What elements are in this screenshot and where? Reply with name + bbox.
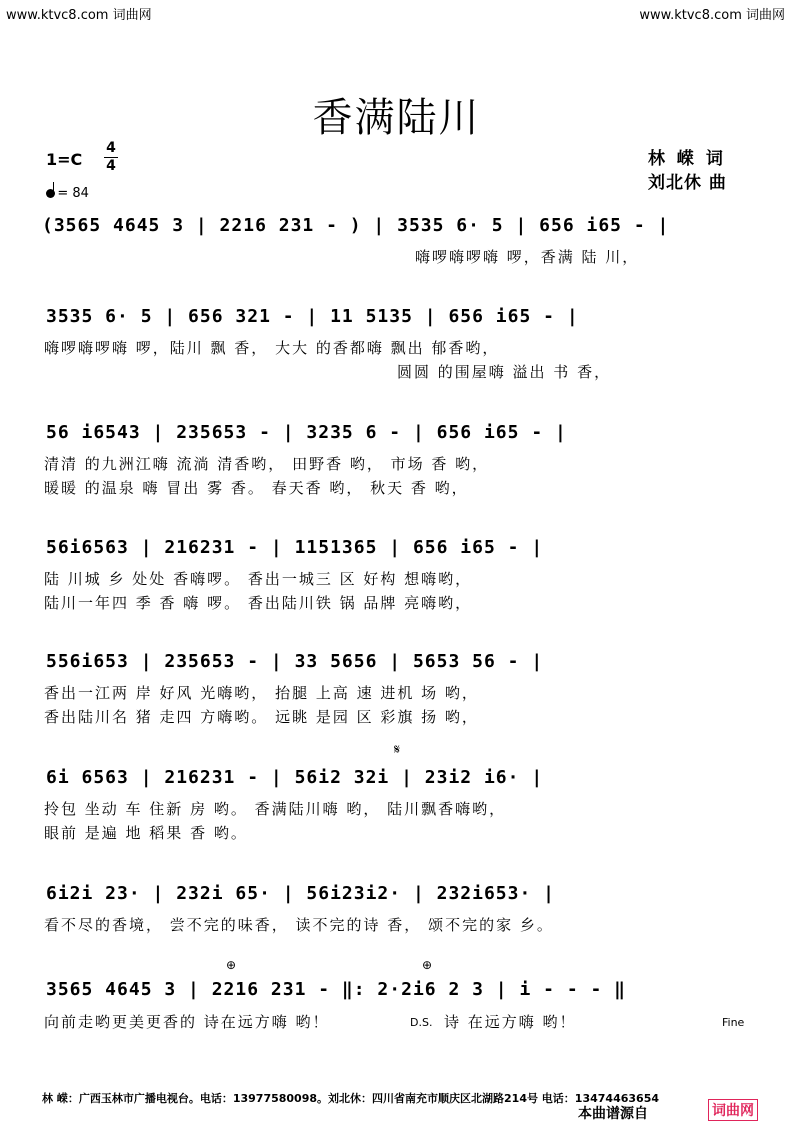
lyric-line-5a: 香出一江两 岸 好风 光嗨哟， 抬腿 上高 速 进机 场 哟， bbox=[44, 684, 479, 702]
lyric-line-7a: 看不尽的香境， 尝不完的味香， 读不完的诗 香， 颂不完的家 乡。 bbox=[44, 916, 554, 934]
song-title: 香满陆川 bbox=[312, 95, 481, 141]
tempo-value: = 84 bbox=[57, 186, 89, 201]
ds-marking: D.S. bbox=[410, 1016, 433, 1029]
notation-line-6: 6i 6563 | 216231 - | 56i2 32i | 23i2 i6· | bbox=[46, 767, 544, 788]
lyric-line-3b: 暖暖 的温泉 嗨 冒出 雾 香。 春天香 哟， 秋天 香 哟， bbox=[44, 479, 469, 497]
notation-line-2: 3535 6· 5 | 656 321 - | 11 5135 | 656 i65 - | bbox=[46, 306, 579, 327]
contact-footer: 林 嵘：广西玉林市广播电视台。电话：13977580098。刘北休：四川省南充市顺庆区北湖路214号 电话：13474463654 bbox=[42, 1092, 660, 1105]
key-signature: 1=C bbox=[46, 150, 83, 169]
lyric-line-6a: 拎包 坐动 车 住新 房 哟。 香满陆川嗨 哟， 陆川飘香嗨哟， bbox=[44, 800, 507, 818]
lyric-line-8a: 向前走哟更美更香的 诗在远方嗨 哟！ bbox=[44, 1013, 330, 1031]
watermark-right: www.ktvc8.com 词曲网 bbox=[639, 8, 785, 23]
segno-sign: 𝄋 bbox=[394, 742, 401, 758]
notation-line-4: 56i6563 | 216231 - | 1151365 | 656 i65 - | bbox=[46, 537, 544, 558]
watermark-left: www.ktvc8.com 词曲网 bbox=[6, 8, 152, 23]
lyricist-credit: 林 嵘 词 bbox=[648, 149, 726, 169]
notation-line-5: 556i653 | 235653 - | 33 5656 | 5653 56 - | bbox=[46, 651, 544, 672]
lyric-line-1a: 嗨啰嗨啰嗨 啰，香满 陆 川， bbox=[415, 248, 640, 266]
lyric-line-5b: 香出陆川名 猪 走四 方嗨哟。 远眺 是园 区 彩旗 扬 哟， bbox=[44, 708, 479, 726]
lyric-line-4b: 陆川一年四 季 香 嗨 啰。 香出陆川铁 锅 品牌 亮嗨哟， bbox=[44, 594, 473, 612]
coda-sign-2: ⊕ bbox=[422, 958, 433, 972]
notation-line-7: 6i2i 23· | 232i 65· | 56i23i2· | 232i653· | bbox=[46, 883, 555, 904]
lyric-line-4a: 陆 川城 乡 处处 香嗨啰。 香出一城三 区 好构 想嗨哟， bbox=[44, 570, 473, 588]
notation-line-1: (3565 4645 3 | 2216 231 - ) | 3535 6· 5 | 656 i65 - | bbox=[42, 215, 670, 236]
lyric-line-8-ds: 诗 在远方嗨 哟！ bbox=[444, 1013, 577, 1031]
lyric-line-2b: 圆圆 的围屋嗨 溢出 书 香， bbox=[397, 363, 612, 381]
coda-sign-1: ⊕ bbox=[226, 958, 237, 972]
lyric-line-2a: 嗨啰嗨啰嗨 啰，陆川 飘 香， 大大 的香都嗨 飘出 郁香哟， bbox=[44, 339, 500, 357]
notation-line-3: 56 i6543 | 235653 - | 3235 6 - | 656 i65 - | bbox=[46, 422, 567, 443]
tempo-marking bbox=[46, 182, 89, 201]
notation-line-8: 3565 4645 3 | 2216 231 - ‖: 2·2i6 2 3 | i - - - ‖ bbox=[46, 979, 627, 1000]
brand-logo: 词曲网 bbox=[708, 1099, 758, 1121]
lyric-line-6b: 眼前 是遍 地 稻果 香 哟。 bbox=[44, 824, 248, 842]
lyric-line-3a: 清清 的九洲江嗨 流淌 清香哟， 田野香 哟， 市场 香 哟， bbox=[44, 455, 490, 473]
note-stem bbox=[53, 182, 54, 196]
time-signature-bottom: 4 bbox=[106, 158, 116, 174]
fine-marking: Fine bbox=[722, 1016, 745, 1029]
time-signature-top: 4 bbox=[106, 140, 116, 156]
composer-credit: 刘北休 曲 bbox=[648, 173, 727, 193]
source-label: 本曲谱源自 bbox=[578, 1106, 648, 1122]
